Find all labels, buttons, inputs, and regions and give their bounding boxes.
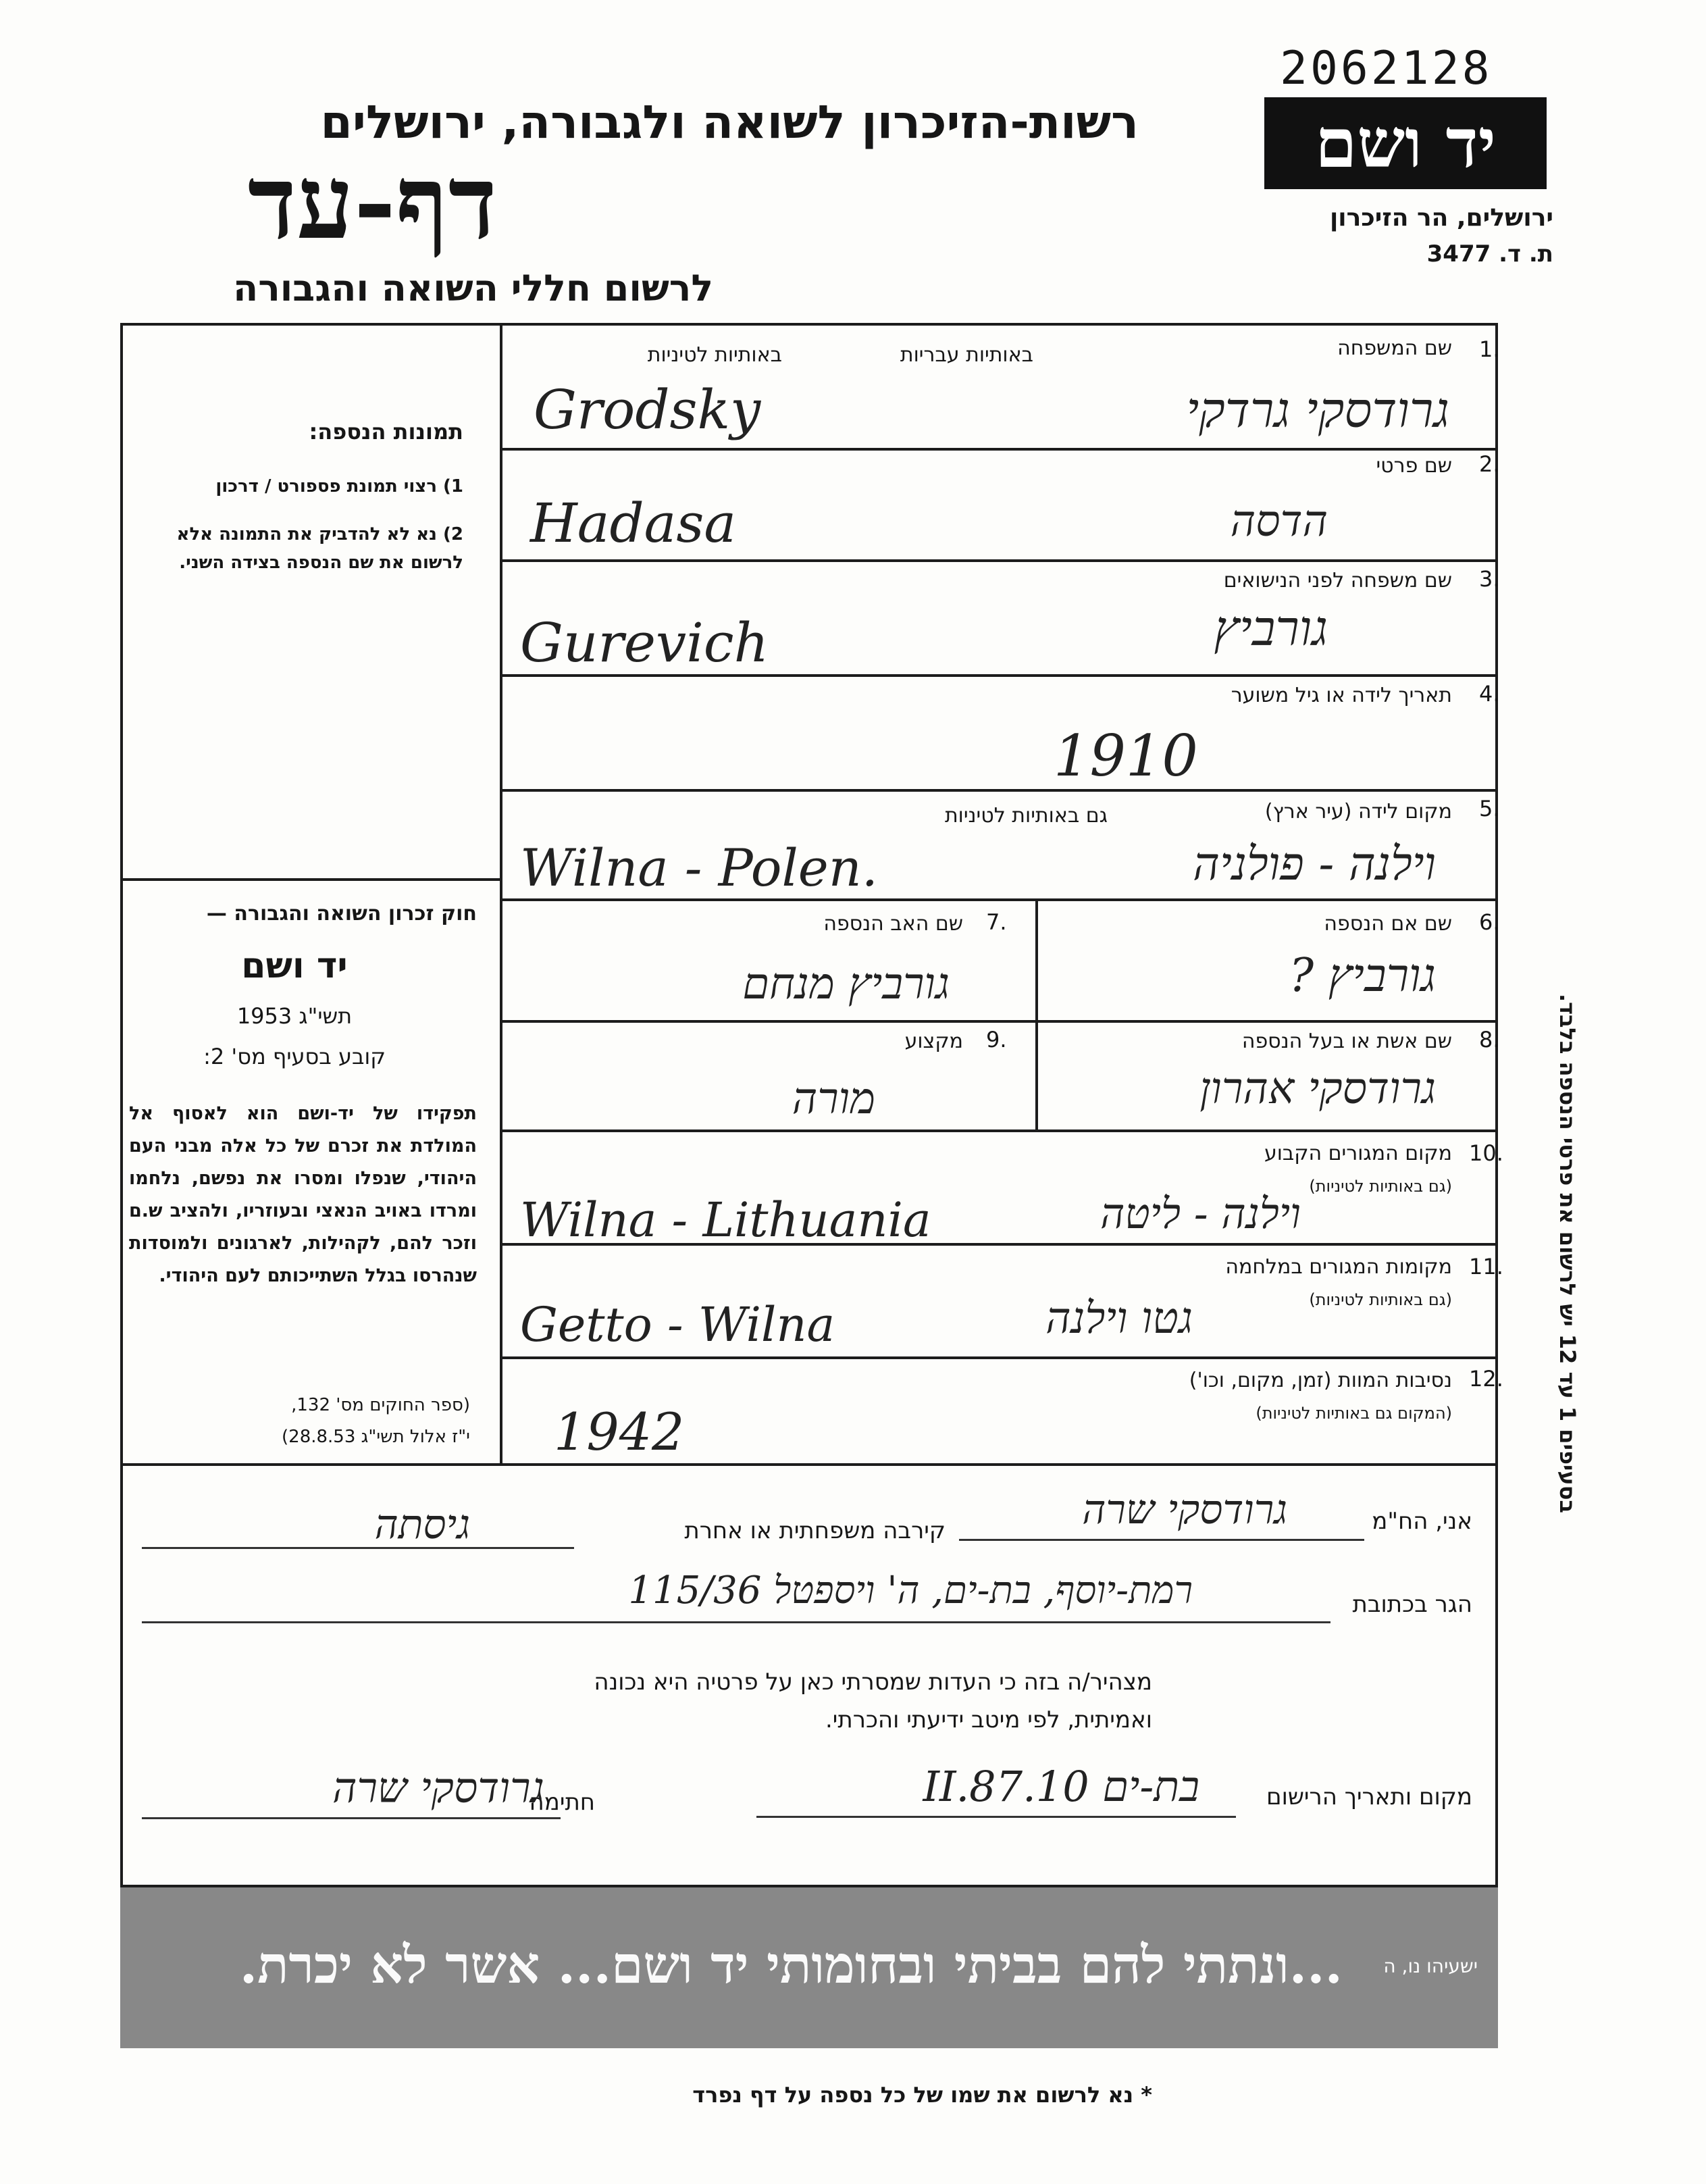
field-2-hebrew-value: הדסה <box>1230 497 1328 547</box>
field-11-hebrew-value: גטו וילנה <box>1045 1294 1193 1344</box>
field-1-label: שם המשפחה <box>1337 336 1452 360</box>
field-3-latin-value: Gurevich <box>520 611 769 674</box>
field-12-number: 12. <box>1469 1366 1503 1392</box>
field-1-lat-label: באותיות לטיניות <box>647 343 782 367</box>
declarant-line <box>959 1539 1364 1541</box>
field-3-hebrew-value: גורביץ <box>1214 600 1328 657</box>
field-9-number: 9. <box>986 1027 1007 1052</box>
field-4-number: 4. <box>1479 681 1500 707</box>
field-8-number: 8. <box>1479 1027 1500 1052</box>
row-sep-2 <box>500 559 1498 562</box>
row-sep-6 <box>500 1020 1498 1023</box>
field-5-lat-label: גם באותיות לטיניות <box>944 804 1108 828</box>
row-sep-4 <box>500 789 1498 792</box>
field-3-label: שם משפחה לפני הנישואים <box>1223 569 1452 592</box>
field-5-number: 5. <box>1479 796 1500 821</box>
photo-law-separator <box>120 878 501 881</box>
law-year: תשי"ג 1953 <box>236 1003 353 1029</box>
place-date-value: בת-ים 10.II.87 <box>923 1762 1199 1811</box>
logo-text: יד ושם <box>1315 103 1496 183</box>
declarant-value: גרודסקי שרה <box>1082 1486 1287 1533</box>
law-name: יד ושם <box>241 946 348 986</box>
field-10-latin-value: Wilna - Lithuania <box>520 1192 931 1248</box>
field-10-number: 10. <box>1469 1140 1503 1166</box>
law-ref-1: (ספר החוקים מס' 132, <box>291 1395 470 1415</box>
field-12-label: נסיבות המוות (זמן, מקום, וכו') <box>1189 1369 1452 1392</box>
authority-name: רשות-הזיכרון לשואה ולגבורה, ירושלים <box>320 96 1139 149</box>
field-6-label: שם אם הנספה <box>1324 912 1452 936</box>
signature-value: גרודסקי שרה <box>332 1763 544 1812</box>
field-10-sub: (גם באותיות לטיניות) <box>1309 1177 1452 1196</box>
field-8-value: גרודסקי אהרון <box>1199 1064 1436 1114</box>
field-6-number: 6. <box>1479 909 1500 935</box>
declarant-label: אני, הח"מ <box>1372 1508 1472 1535</box>
photo-box-title: תמונות הנספה: <box>309 419 463 445</box>
declaration-sep <box>120 1463 1498 1466</box>
logo-box <box>1264 97 1547 189</box>
law-clause: קובע בסעיף מס' 2: <box>203 1044 386 1069</box>
relation-line <box>142 1547 574 1549</box>
field-12-sub: (המקום גם באותיות לטיניות) <box>1256 1404 1452 1423</box>
relation-value: גיסתה <box>374 1501 470 1548</box>
logo-address: ירושלים, הר הזיכרון <box>1329 204 1553 232</box>
field-1-latin-value: Grodsky <box>534 378 761 441</box>
field-5-label: מקום לידה (עיר ארץ) <box>1264 800 1452 823</box>
field-10-label: מקום המגורים הקבוע <box>1264 1142 1452 1165</box>
field-2-label: שם פרטי <box>1376 454 1452 478</box>
field-1-number: 1. <box>1479 336 1500 362</box>
field-2-number: 2. <box>1479 451 1500 477</box>
field-12-value: 1942 <box>554 1402 685 1462</box>
signature-line <box>142 1817 561 1819</box>
field-7-value: גורביץ מנחם <box>742 959 950 1009</box>
field-9-label: מקצוע <box>904 1030 963 1053</box>
row-sep-7 <box>500 1129 1498 1132</box>
verse-text: ...ונתתי להם בביתי ובחומותי יד ושם... אשר לא יכרת. <box>239 1935 1343 1995</box>
place-date-line <box>756 1816 1236 1818</box>
row-sep-1 <box>500 448 1498 451</box>
field-2-latin-value: Hadasa <box>530 492 737 555</box>
form-title: דף-עד <box>247 143 497 262</box>
photo-note-1: 1) רצוי תמונת פספורט / דרכון <box>215 476 463 497</box>
field-5-latin-value: Wilna - Polen. <box>520 838 878 898</box>
place-date-label: מקום ותאריך הרישום <box>1266 1783 1472 1810</box>
field-1-heb-label: באותיות עבריות <box>900 343 1033 367</box>
row-sep-3 <box>500 674 1498 677</box>
field-10-hebrew-value: וילנה - ליטה <box>1100 1189 1301 1238</box>
address-value: רמת-יוסף, בת-ים, ה' ויספטל 115/36 <box>628 1569 1193 1612</box>
law-title: חוק זכרון השואה והגבורה — <box>206 902 477 925</box>
address-line <box>142 1621 1330 1623</box>
field-3-number: 3. <box>1479 566 1500 592</box>
field-5-hebrew-value: וילנה - פולניה <box>1193 838 1436 891</box>
address-label: הגר בכתובת <box>1352 1591 1472 1618</box>
left-column-divider <box>500 323 502 1465</box>
law-text: תפקידו של יד-ושם הוא לאסוף אל המולדת את זכרם של כל אלה מבני העם היהודי, שנפלו ומסרו את נפשם, נלחמו ומרדו באויב הנאצי ובעוזריו, ולהציב ש.ם וזכר להם, לקהילות, לארגונים ולמוסדות שנהרסו בגלל השתייכותם לעם היהודי. <box>129 1103 477 1286</box>
verse-source: ישעיהו נו, ה <box>1383 1955 1478 1977</box>
side-note: בסעיפים 1 עד 12 יש לרשום את פרטי הנספה בלבד. <box>1555 993 1580 1513</box>
form-subtitle: לרשום חללי השואה והגבורה <box>233 267 713 309</box>
row-sep-9 <box>500 1356 1498 1359</box>
field-11-latin-value: Getto - Wilna <box>520 1297 835 1352</box>
law-ref-2: י"ז אלול תשי"ג 28.8.53) <box>282 1427 470 1447</box>
split-divider <box>1035 900 1038 1129</box>
logo-pobox: ת. ד. 3477 <box>1426 240 1553 268</box>
field-7-label: שם האב הנספה <box>823 912 963 936</box>
field-11-number: 11. <box>1469 1254 1503 1279</box>
signature-label: חתימה <box>529 1789 595 1816</box>
field-11-label: מקומות המגורים במלחמה <box>1225 1255 1452 1279</box>
declaration-statement: מצהיר/ה בזה כי העדות שמסרתי כאן על פרטיה היא נכונה ואמיתית, לפי מיטב ידיעתי והכרתי. <box>594 1669 1152 1733</box>
field-9-value: מורה <box>792 1074 875 1124</box>
field-1-hebrew-value: גרודסקי גרדקי <box>1186 382 1449 438</box>
relation-label: קירבה משפחתית או אחרת <box>684 1517 946 1544</box>
document-number: 2062128 <box>1280 42 1493 95</box>
field-11-sub: (גם באותיות לטיניות) <box>1309 1290 1452 1309</box>
field-7-number: 7. <box>986 909 1007 935</box>
field-8-label: שם אשת או בעל הנספה <box>1241 1030 1452 1053</box>
verse-banner <box>120 1885 1498 2048</box>
row-sep-5 <box>500 898 1498 901</box>
field-6-value: גורביץ ? <box>1289 949 1436 1002</box>
field-4-label: תאריך לידה או גיל משוער <box>1231 684 1452 707</box>
photo-note-2: 2) נא לא להדביק את התמונה אלא לרשום את שם הנספה בצידה השני. <box>176 524 463 573</box>
footer-note: * נא לרשום את שמו של כל נספה על דף נפרד <box>692 2082 1152 2108</box>
field-4-value: 1910 <box>1054 723 1198 789</box>
